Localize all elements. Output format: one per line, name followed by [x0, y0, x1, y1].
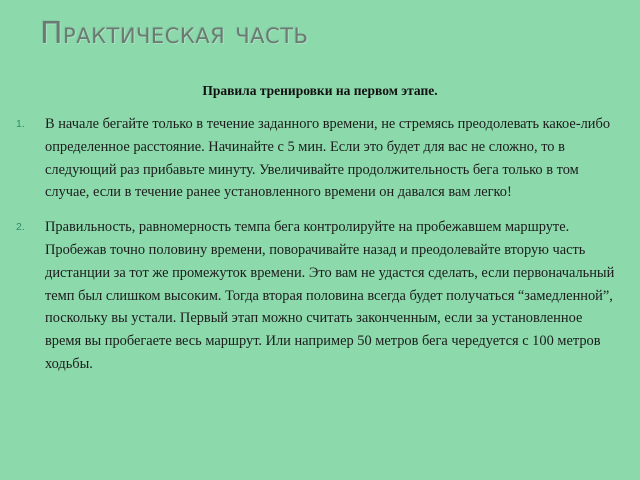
rules-list	[0, 113, 640, 376]
list-item-number: 1.	[16, 118, 25, 130]
list-item	[0, 216, 640, 376]
list-item-text: В начале бегайте только в течение заданного времени, не стремясь преодолевать какое-либо определенное расстояние. Начинайте с 5 мин. Если это будет для вас не сложно, то в следующий раз прибавьте минуту. Увеличивайте продолжительность бега только в том случае, если в течение ранее установленного времени он давался вам легко!	[45, 116, 611, 201]
list-item	[0, 113, 640, 204]
list-item-number: 2.	[16, 221, 25, 234]
list-item-text: Правильность, равномерность темпа бега контролируйте на пробежавшем маршруте. Пробежав точно половину времени, поворачивайте назад и преодолевайте вторую часть дистанции за тот же промежуток времени. Это вам не удастся сделать, если первоначальный темп был слишком высоким. Тогда вторая половина всегда будет получаться “замедленной”, поскольку вы устали. Первый этап можно считать законченным, если за установленное время вы пробегаете весь маршрут. Или например 50 метров бега чередуется с 100 метров ходьбы.	[45, 219, 615, 372]
slide-subheading: Правила тренировки на первом этапе.	[202, 83, 438, 98]
slide-title: Практическая часть	[40, 16, 309, 51]
